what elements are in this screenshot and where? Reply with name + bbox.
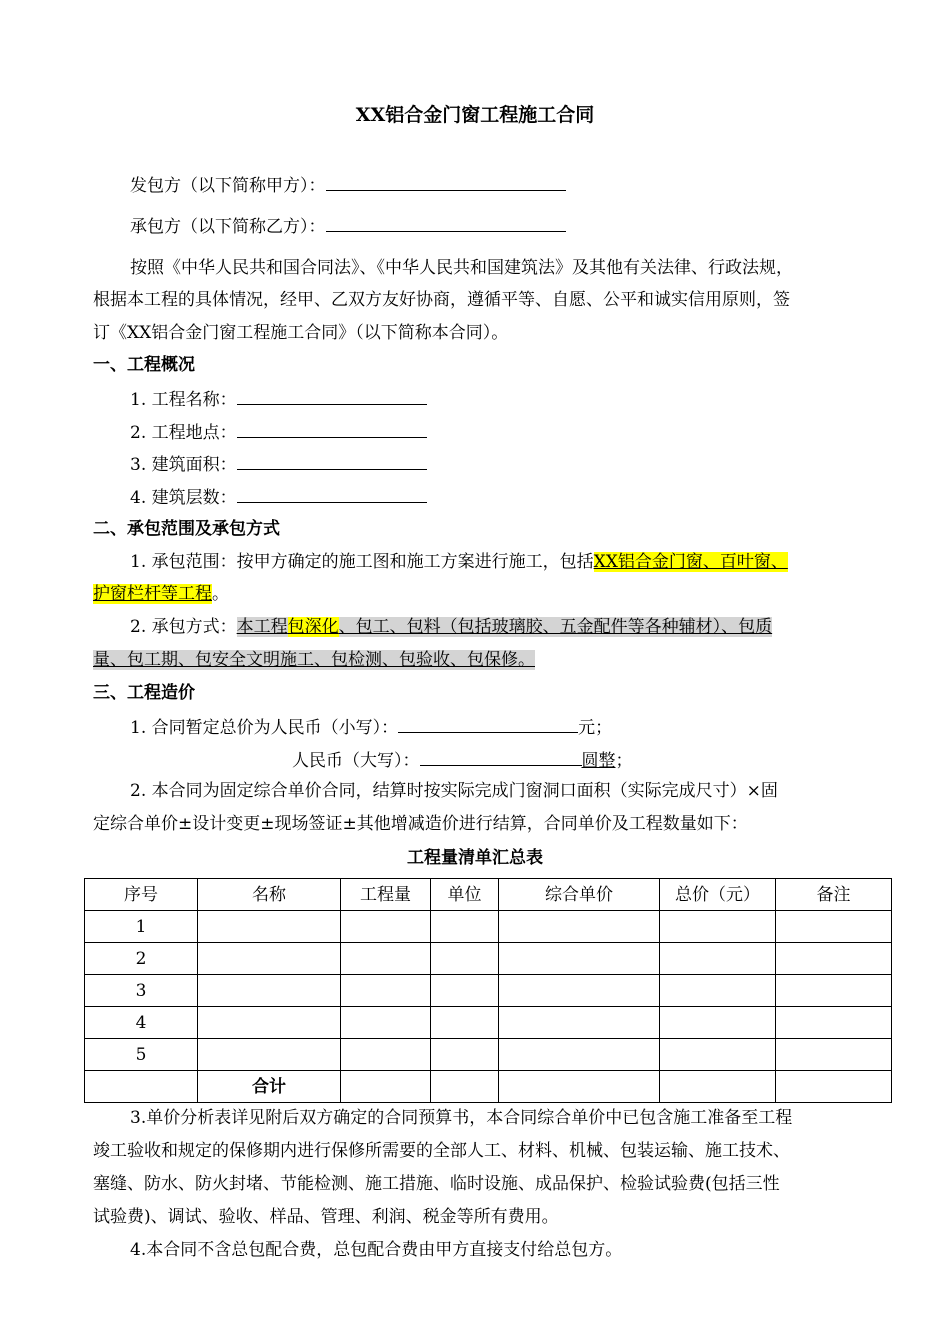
cell[interactable] — [431, 975, 499, 1007]
cell[interactable] — [431, 911, 499, 943]
project-location-label: 2. 工程地点： — [130, 423, 237, 443]
table-row — [85, 911, 892, 943]
party-b-blank[interactable] — [326, 213, 566, 232]
cell[interactable] — [660, 911, 776, 943]
party-a-line — [130, 172, 566, 198]
section-1-heading: 一、工程概况 — [93, 355, 195, 375]
party-b-line — [130, 213, 566, 239]
header-index: 序号 — [85, 879, 198, 911]
clause-2-line-1: 2. 本合同为固定综合单价合同，结算时按实际完成门窗洞口面积（实际完成尺寸）×固 — [130, 781, 778, 801]
cell[interactable] — [660, 1071, 776, 1103]
cell[interactable] — [198, 1007, 341, 1039]
cell[interactable] — [499, 1007, 660, 1039]
cell[interactable] — [776, 1007, 892, 1039]
preamble-line-1: 按照《中华人民共和国合同法》、《中华人民共和国建筑法》及其他有关法律、行政法规， — [130, 258, 793, 278]
price-big-end: ； — [615, 751, 633, 771]
cell[interactable] — [431, 943, 499, 975]
scope-line-1 — [130, 550, 788, 574]
table-row — [85, 1039, 892, 1071]
table-row — [85, 943, 892, 975]
cell[interactable] — [431, 1007, 499, 1039]
document-title: XX铝合金门窗工程施工合同 — [355, 104, 595, 126]
table-header-row — [85, 879, 892, 911]
cell[interactable] — [499, 1071, 660, 1103]
row-index: 4 — [85, 1007, 198, 1039]
cell[interactable] — [499, 943, 660, 975]
cell[interactable] — [341, 1039, 431, 1071]
price-big-label: 人民币（大写）： — [292, 751, 420, 771]
scope-highlight-1: XX铝合金门窗、百叶窗、 — [593, 552, 788, 572]
building-floors-line — [130, 484, 427, 510]
clause-3-line-1: 3.单价分析表详见附后双方确定的合同预算书，本合同综合单价中已包含施工准备至工程 — [130, 1108, 793, 1128]
price-small-blank[interactable] — [398, 714, 578, 733]
project-name-label: 1. 工程名称： — [130, 390, 237, 410]
cell[interactable] — [85, 1071, 198, 1103]
building-area-blank[interactable] — [237, 451, 427, 470]
building-area-label: 3. 建筑面积： — [130, 455, 237, 475]
scope-line-2 — [93, 582, 229, 606]
cell[interactable] — [431, 1039, 499, 1071]
party-a-blank[interactable] — [326, 172, 566, 191]
scope-prefix: 1. 承包范围：按甲方确定的施工图和施工方案进行施工，包括 — [130, 552, 594, 572]
cell[interactable] — [198, 975, 341, 1007]
cell[interactable] — [341, 975, 431, 1007]
cell[interactable] — [776, 911, 892, 943]
clause-3-line-4: 试验费)、调试、验收、样品、管理、利润、税金等所有费用。 — [93, 1207, 559, 1227]
mode-line-2 — [93, 648, 535, 672]
mode-text-b: 包深化 — [287, 617, 339, 637]
cell[interactable] — [660, 1007, 776, 1039]
mode-text-a: 本工程 — [236, 617, 288, 637]
price-small-label: 1. 合同暂定总价为人民币（小写）： — [130, 718, 399, 738]
cell[interactable] — [776, 1039, 892, 1071]
scope-end: 。 — [212, 584, 229, 604]
price-big-blank[interactable] — [420, 747, 582, 766]
building-floors-blank[interactable] — [237, 484, 427, 503]
project-location-line — [130, 419, 427, 445]
section-2-heading: 二、承包范围及承包方式 — [93, 519, 280, 539]
preamble-line-3: 订《XX铝合金门窗工程施工合同》（以下简称本合同）。 — [93, 323, 509, 343]
clause-4-line: 4.本合同不含总包配合费，总包配合费由甲方直接支付给总包方。 — [130, 1240, 623, 1260]
building-area-line — [130, 451, 427, 477]
price-big-unit: 圆整 — [581, 751, 616, 771]
row-index: 1 — [85, 911, 198, 943]
cell[interactable] — [499, 911, 660, 943]
price-small-line — [130, 714, 612, 740]
row-index: 2 — [85, 943, 198, 975]
header-name: 名称 — [198, 879, 341, 911]
total-label: 合计 — [198, 1071, 341, 1103]
cell[interactable] — [499, 975, 660, 1007]
mode-line-1 — [130, 615, 772, 639]
section-3-heading: 三、工程造价 — [93, 683, 195, 703]
table-row — [85, 1007, 892, 1039]
cell[interactable] — [341, 911, 431, 943]
scope-highlight-2: 护窗栏杆等工程 — [93, 584, 212, 604]
price-small-unit: 元； — [578, 718, 613, 738]
row-index: 5 — [85, 1039, 198, 1071]
quantity-table — [84, 878, 892, 1103]
building-floors-label: 4. 建筑层数： — [130, 488, 237, 508]
clause-3-line-3: 塞缝、防水、防火封堵、节能检测、施工措施、临时设施、成品保护、检验试验费(包括三性 — [93, 1174, 780, 1194]
header-remark: 备注 — [776, 879, 892, 911]
cell[interactable] — [660, 943, 776, 975]
mode-text-d: 量、包工期、包安全文明施工、包检测、包验收、包保修。 — [93, 650, 535, 670]
table-row — [85, 975, 892, 1007]
header-unit: 单位 — [431, 879, 499, 911]
clause-2-line-2: 定综合单价±设计变更±现场签证±其他增减造价进行结算，合同单价及工程数量如下： — [93, 814, 748, 834]
cell[interactable] — [341, 943, 431, 975]
cell[interactable] — [660, 975, 776, 1007]
preamble-line-2: 根据本工程的具体情况，经甲、乙双方友好协商，遵循平等、自愿、公平和诚实信用原则，签 — [93, 290, 790, 310]
cell[interactable] — [198, 1039, 341, 1071]
row-index: 3 — [85, 975, 198, 1007]
project-name-line — [130, 386, 427, 412]
table-caption: 工程量清单汇总表 — [407, 848, 543, 868]
mode-prefix: 2. 承包方式： — [130, 617, 237, 637]
party-b-label: 承包方（以下简称乙方）： — [130, 217, 326, 237]
cell[interactable] — [198, 911, 341, 943]
cell[interactable] — [341, 1007, 431, 1039]
project-location-blank[interactable] — [237, 419, 427, 438]
cell[interactable] — [198, 943, 341, 975]
cell[interactable] — [431, 1071, 499, 1103]
project-name-blank[interactable] — [237, 386, 427, 405]
table-total-row — [85, 1071, 892, 1103]
cell[interactable] — [660, 1039, 776, 1071]
cell[interactable] — [776, 943, 892, 975]
cell[interactable] — [341, 1071, 431, 1103]
mode-text-c: 、包工、包料（包括玻璃胶、五金配件等各种辅材）、包质 — [338, 617, 773, 637]
header-total: 总价（元） — [660, 879, 776, 911]
price-big-line — [292, 747, 633, 773]
party-a-label: 发包方（以下简称甲方）： — [130, 176, 326, 196]
clause-3-line-2: 竣工验收和规定的保修期内进行保修所需要的全部人工、材料、机械、包装运输、施工技术、 — [93, 1141, 790, 1161]
cell[interactable] — [776, 975, 892, 1007]
cell[interactable] — [499, 1039, 660, 1071]
header-quantity: 工程量 — [341, 879, 431, 911]
header-unit-price: 综合单价 — [499, 879, 660, 911]
cell[interactable] — [776, 1071, 892, 1103]
